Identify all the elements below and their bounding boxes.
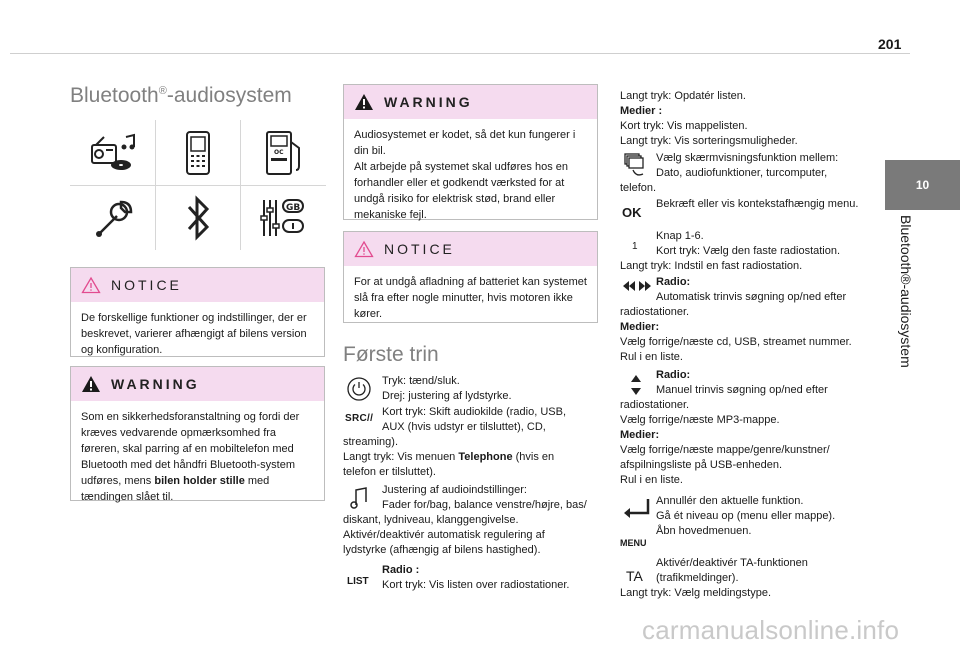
entry-text: Justering af audioindstillinger:	[382, 484, 527, 496]
entry-text: Vælg skærmvisningsfunktion mellem:	[656, 152, 839, 164]
chapter-tab: 10	[885, 160, 960, 210]
entry-text: AUX (hvis udstyr er tilsluttet), CD,	[382, 421, 546, 433]
entry-text: Vælg forrige/næste cd, USB, streamet nummer.	[620, 336, 852, 348]
src-button-text: SRC	[345, 413, 368, 424]
page-title-main: Bluetooth	[70, 84, 159, 107]
warning-text: Audiosystemet er kodet, så det kun fungerer i din bil. Alt arbejde på systemet skal udføres hos en forhandler eller et godkendt værksted for at undgå risiko for elektrisk stød, brand eller mekaniske fejl.	[354, 129, 576, 221]
notice-label: NOTICE	[111, 277, 182, 293]
warning-box-pairing	[70, 366, 325, 501]
warning-box-coded	[343, 84, 598, 220]
entry-text: Drej: justering af lydstyrke.	[382, 390, 512, 402]
entry-label: Radio :	[382, 564, 420, 576]
entry-text: Fader for/bag, balance venstre/højre, bas/	[382, 499, 587, 511]
mobile-phone-icon	[155, 120, 240, 185]
svg-text:GB: GB	[285, 202, 300, 213]
entry-text: Aktivér/deaktivér automatisk regulering af	[343, 529, 545, 541]
entry-text	[343, 450, 605, 465]
bluetooth-icon	[155, 185, 240, 250]
chapter-title-text: Bluetooth®-audiosystem	[898, 215, 914, 368]
entry-label: Radio:	[656, 276, 691, 288]
entry-text-part: (hvis en	[512, 451, 555, 463]
warning-text-part: med tændingen slået til.	[81, 475, 270, 503]
page-title-suffix: -audiosystem	[166, 84, 292, 107]
entry-text: Kort tryk: Skift audiokilde (radio, USB,	[382, 406, 567, 418]
warning-text-bold: bilen holder stille	[154, 475, 245, 487]
entry-text: Kort tryk: Vis mappelisten.	[620, 120, 748, 132]
entry-label: Medier :	[620, 105, 663, 117]
up-down-arrows-icon	[630, 374, 642, 396]
entry-label: Medier:	[620, 321, 660, 333]
entry-seek	[620, 275, 882, 365]
entry-text: Annullér den aktuelle funktion.	[656, 495, 804, 507]
notice-icon	[354, 240, 374, 258]
entry-text: Kort tryk: Vælg den faste radiostation.	[656, 245, 841, 257]
entry-label: Medier:	[620, 429, 660, 441]
entry-text: Tryk: tænd/sluk.	[382, 375, 460, 387]
page-title-sup: ®	[158, 85, 167, 97]
entry-back-menu	[620, 494, 882, 548]
entry-text: Langt tryk: Opdatér listen.	[620, 90, 746, 102]
entry-text: Automatisk trinvis søgning op/ned efter	[656, 291, 847, 303]
display-mode-icon	[622, 153, 646, 179]
back-arrow-icon	[622, 497, 650, 521]
entry-text: Knap 1-6.	[656, 230, 704, 242]
warning-text	[71, 401, 324, 511]
watermark: carmanualsonline.info	[642, 615, 900, 645]
entry-text: Vælg forrige/næste mappe/genre/kunstner/	[620, 444, 830, 456]
ok-button-icon: OK	[622, 205, 642, 220]
entry-text: Vælg forrige/næste MP3-mappe.	[620, 414, 780, 426]
notice-box-options	[70, 267, 325, 357]
entry-text: radiostationer.	[620, 399, 690, 411]
entry-text: Langt tryk: Vis sorteringsmuligheder.	[620, 135, 798, 147]
entry-text: Rul i en liste.	[620, 474, 683, 486]
warning-header	[71, 367, 324, 401]
entry-list-continued	[620, 89, 882, 149]
chapter-title	[898, 215, 918, 415]
warning-text-part: Som en sikkerhedsforanstaltning og fordi der kræves vedvarende opmærksomhed fra føreren, skal parring af en mobiltelefon med Bluetooth med det håndfri Bluetooth-system udføres, mens	[81, 411, 300, 487]
key-1-icon: 1	[632, 241, 638, 252]
entry-text: Rul i en liste.	[620, 351, 683, 363]
radio-cd-icon	[70, 120, 155, 185]
src-button-icon: SRC//	[345, 413, 374, 424]
entry-text: telefon er tilsluttet).	[343, 466, 436, 478]
page-title	[70, 84, 292, 108]
notice-header	[344, 232, 597, 266]
ta-button-icon: TA	[626, 568, 643, 584]
seek-arrows-icon	[622, 280, 652, 292]
warning-header	[344, 85, 597, 119]
entry-ok	[620, 197, 882, 225]
entry-preset-keys	[620, 229, 882, 274]
entry-up-down	[620, 368, 882, 488]
notice-text: For at undgå afladning af batteriet kan systemet slå fra efter nogle minutter, hvis motoren ikke kører.	[354, 276, 587, 320]
warning-label: WARNING	[111, 376, 200, 392]
entry-text: diskant, lydniveau, klanggengivelse.	[343, 514, 519, 526]
entry-text: Manuel trinvis søgning op/ned efter	[656, 384, 828, 396]
fuel-pump-icon	[240, 120, 325, 185]
warning-label: WARNING	[384, 94, 473, 110]
warning-icon	[354, 93, 374, 111]
power-knob-icon	[346, 376, 372, 402]
entry-text: streaming).	[343, 436, 399, 448]
entry-text: Langt tryk: Vælg meldingstype.	[620, 587, 772, 599]
notice-box-battery	[343, 231, 598, 323]
wrench-icon	[70, 185, 155, 250]
entry-text: radiostationer.	[620, 306, 690, 318]
notice-text: De forskellige funktioner og indstillinger, der er beskrevet, varierer afhængigt af bilens version og konfiguration.	[81, 312, 307, 356]
entry-text: telefon.	[620, 182, 657, 194]
entry-src	[343, 405, 605, 480]
entry-text: Aktivér/deaktivér TA-funktionen	[656, 557, 808, 569]
entry-text: Kort tryk: Vis listen over radiostationer.	[382, 579, 570, 591]
list-button-icon: LIST	[347, 576, 369, 587]
music-note-icon	[349, 486, 369, 510]
entry-text: Dato, audiofunktioner, turcomputer,	[656, 167, 828, 179]
entry-text: afspilningsliste på USB-enheden.	[620, 459, 783, 471]
notice-label: NOTICE	[384, 241, 455, 257]
entry-display	[620, 151, 882, 196]
entry-ta	[620, 556, 882, 601]
entry-label: Radio:	[656, 369, 691, 381]
section-title-first-steps: Første trin	[343, 343, 439, 366]
entry-text-part: Langt tryk: Vis menuen	[343, 451, 459, 463]
menu-button-icon: MENU	[620, 538, 647, 548]
entry-text: Langt tryk: Indstil en fast radiostation.	[620, 260, 803, 272]
page-number: 201	[878, 36, 902, 52]
svg-text:OC: OC	[273, 148, 284, 156]
entry-text: (trafikmeldinger).	[656, 572, 739, 584]
entry-text-bold: Telephone	[458, 451, 513, 463]
feature-icon-grid	[70, 120, 326, 250]
entry-text: Gå ét niveau op (menu eller mappe).	[656, 510, 836, 522]
entry-list	[343, 563, 605, 593]
entry-text: lydstyrke (afhængig af bilens hastighed).	[343, 544, 541, 556]
notice-header	[71, 268, 324, 302]
faders-gb-icon	[240, 185, 325, 250]
warning-icon	[81, 375, 101, 393]
entry-audio-settings	[343, 483, 605, 558]
entry-power	[343, 374, 605, 404]
entry-text: Bekræft eller vis kontekstafhængig menu.	[656, 198, 859, 210]
header-rule	[10, 53, 910, 54]
notice-icon	[81, 276, 101, 294]
entry-text: Åbn hovedmenuen.	[656, 525, 752, 537]
